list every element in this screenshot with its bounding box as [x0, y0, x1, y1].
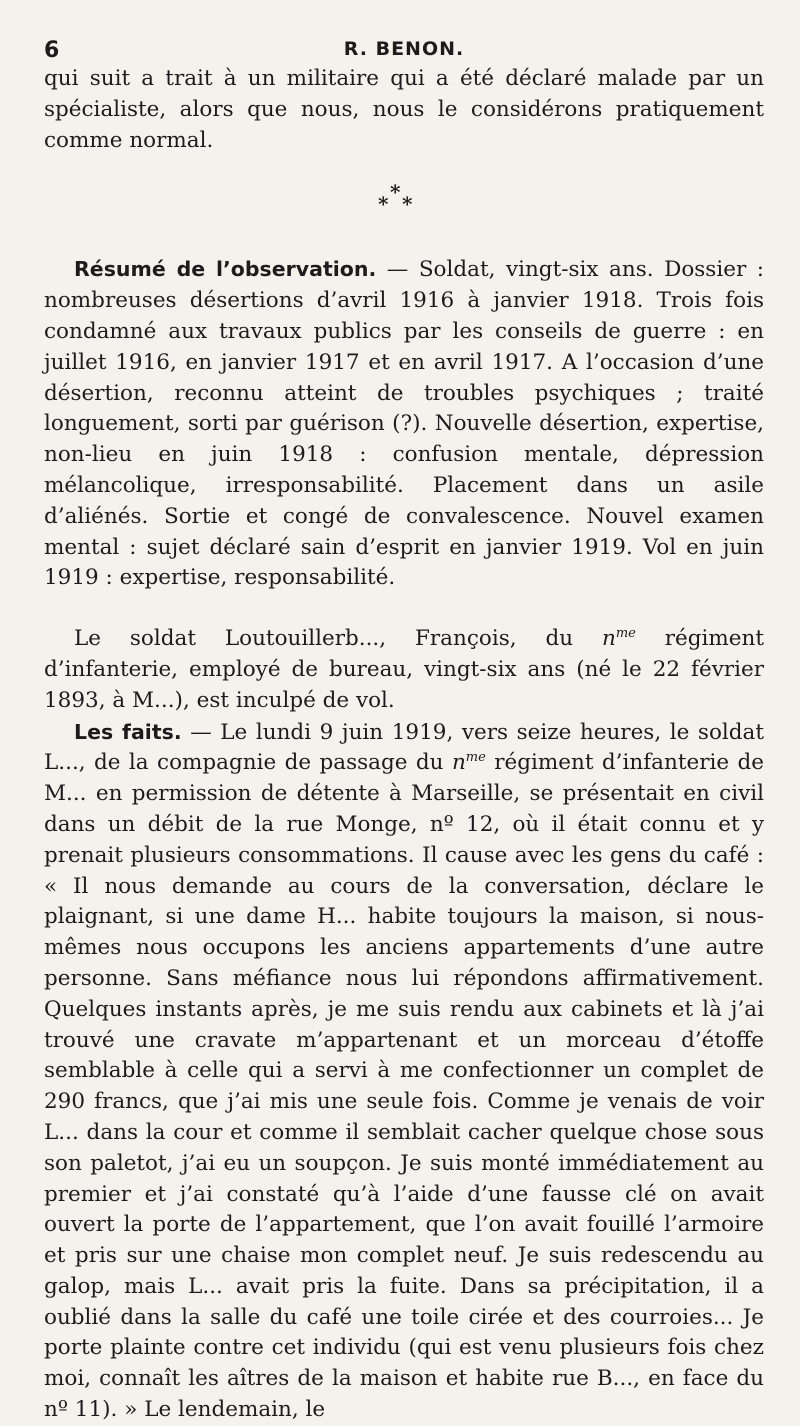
- facts-text-a: — Le lundi 9 juin 1919, vers seize heures, le soldat L..., de la compagnie de passage du: [44, 719, 764, 776]
- observation-summary: [44, 254, 764, 594]
- ordinal-superscript: me: [615, 626, 636, 641]
- summary-heading: Résumé de l’observation.: [74, 257, 377, 282]
- ordinal-n: n: [451, 750, 466, 776]
- facts-heading: Les faits.: [74, 719, 182, 744]
- ordinal-superscript: me: [465, 750, 486, 766]
- intro-text-a: Le soldat Loutouillerb..., François, du: [74, 626, 602, 652]
- asterism-star: *: [390, 180, 401, 205]
- asterism-star: *: [378, 192, 389, 217]
- ordinal-n: n: [601, 626, 616, 652]
- summary-text: — Soldat, vingt-six ans. Dossier : nombreuses désertions d’avril 1916 à janvier 1918. Trois fois condamné aux travaux publics par les conseils de guerre : en juillet 1916, en janvier 1917 et en avril 1917. A l’occasion d’une désertion, reconnu atteint de troubles psychiques ; traité longuement, sorti par guérison (?). Nouvelle désertion, expertise, non-lieu en juin 1918 : confusion mentale, dépression mélancolique, irresponsabilité. Placement dans un asile d’aliénés. Sortie et congé de convalescence. Nouvel examen mental : sujet déclaré sain d’esprit en janvier 1919. Vol en juin 1919 : expertise, responsabilité.: [44, 257, 764, 591]
- running-head: R. BENON.: [343, 38, 465, 60]
- asterism-divider: [44, 180, 764, 248]
- opening-paragraph: qui suit a trait à un militaire qui a été déclaré malade par un spécialiste, alors que nous, nous le considérons pratiquement comme normal.: [44, 66, 764, 153]
- asterism-star: *: [402, 192, 413, 217]
- intro-paragraph: [44, 624, 764, 716]
- page-header: [44, 30, 764, 64]
- facts-text-b: régiment d’infanterie de M... en permission de détente à Marseille, se présentait en civil dans un débit de la rue Monge, nº 12, où il était connu et y prenait plusieurs consommations. Il cause avec les gens du café : « Il nous demande au cours de la conversation, déclare le plaignant, si une dame H... habite toujours la maison, si nous-mêmes nous occupons les anciens appartements d’une autre personne. Sans méfiance nous lui répondons affirmativement. Quelques instants après, je me suis rendu aux cabinets et là j’ai trouvé une cravate m’appartenant et un morceau d’étoffe semblable à celle qui a servi à me confectionner un complet de 290 francs, que j’ai mis une seule fois. Comme je venais de voir L... dans la cour et comme il semblait cacher quelque chose sous son paletot, j’ai eu un soupçon. Je suis monté immédiatement au premier et j’ai constaté qu’à l’aide d’une fausse clé on avait ouvert la porte de l’appartement, que l’on avait fouillé l’armoire et pris sur une chaise mon complet neuf. Je suis redescendu au galop, mais L... avait pris la fuite. Dans sa précipitation, il a oublié dans la salle du café une toile cirée et des courroies... Je porte plainte contre cet individu (qui est venu plusieurs fois chez moi, connaît les aîtres de la maison et habite rue B..., en face du nº 11). » Le lendemain, le: [44, 750, 764, 1423]
- page-number: 6: [44, 38, 60, 63]
- facts-paragraph: [44, 717, 764, 1426]
- intro-text-b: régiment d’infanterie, employé de bureau, vingt-six ans (né le 22 février 1893, à M...), est inculpé de vol.: [44, 626, 764, 713]
